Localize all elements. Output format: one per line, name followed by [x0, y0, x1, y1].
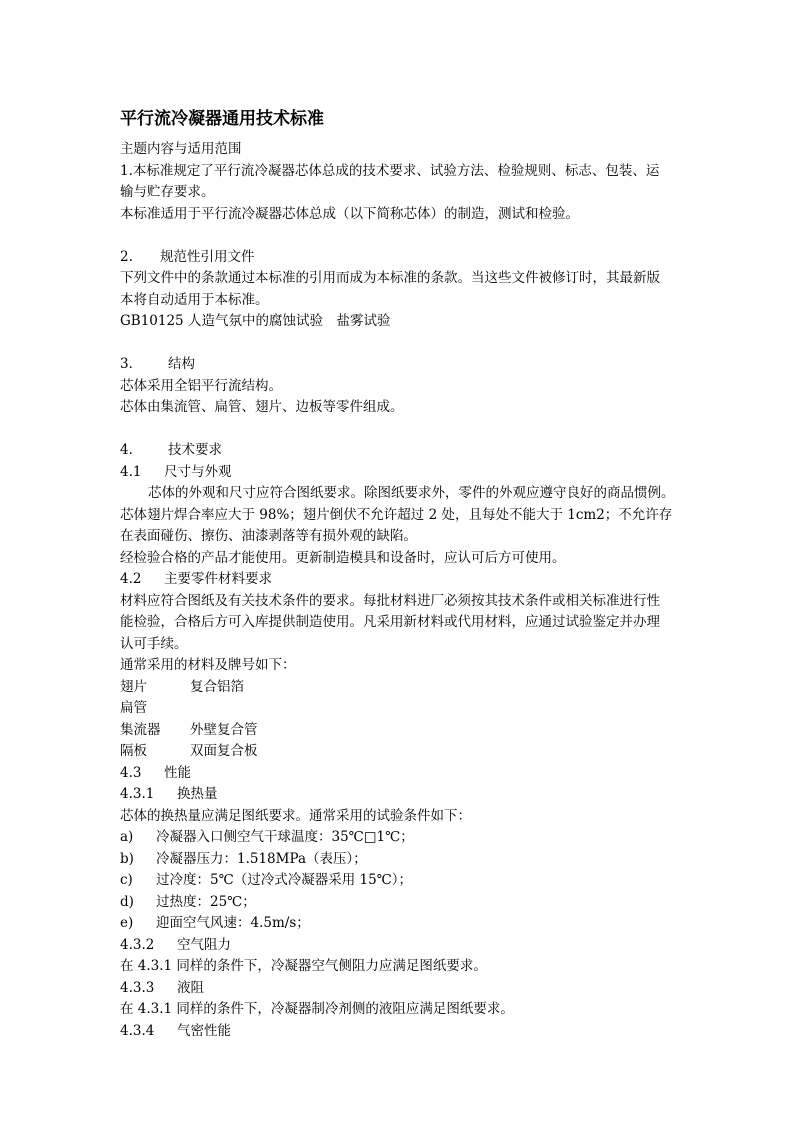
- paragraph: 1.本标准规定了平行流冷凝器芯体总成的技术要求、试验方法、检验规则、标志、包装、运: [120, 162, 660, 179]
- section-title: 空气阻力: [177, 936, 231, 953]
- paragraph: 芯体的外观和尺寸应符合图纸要求。除图纸要求外，零件的外观应遵守良好的商品惯例。: [148, 485, 675, 501]
- condition-label: b): [120, 850, 134, 867]
- section-1-heading: 主题内容与适用范围: [120, 141, 242, 157]
- section-number: 4.3: [120, 764, 142, 781]
- section-title: 尺寸与外观: [164, 463, 232, 480]
- condition-item: [120, 827, 700, 849]
- condition-label: a): [120, 829, 134, 845]
- condition-label: d): [120, 893, 134, 910]
- subsection-4-2-heading: [120, 569, 700, 591]
- paragraph: 认可手续。: [120, 635, 188, 652]
- section-title: 技术要求: [168, 442, 222, 458]
- paragraph: 在 4.3.1 同样的条件下，冷凝器制冷剂侧的液阻应满足图纸要求。: [120, 1001, 514, 1017]
- condition-item: [120, 849, 700, 871]
- paragraph: 芯体采用全铝平行流结构。: [120, 377, 282, 394]
- section-number: 4.2: [120, 571, 142, 587]
- material-name: 复合铝箔: [190, 678, 244, 695]
- condition-item: [120, 913, 700, 935]
- material-part: 翅片: [120, 678, 147, 695]
- condition-item: [120, 870, 700, 892]
- condition-text: 过热度：25℃；: [156, 893, 256, 910]
- condition-item: [120, 892, 700, 914]
- section-4-heading: [120, 440, 700, 462]
- subsection-4-3-2-heading: [120, 935, 700, 957]
- condition-text: 冷凝器压力：1.518MPa（表压）；: [156, 850, 367, 867]
- condition-label: c): [120, 872, 133, 888]
- section-title: 换热量: [177, 786, 218, 802]
- paragraph: 材料应符合图纸及有关技术条件的要求。每批材料进厂必须按其技术条件或相关标准进行性: [120, 592, 660, 609]
- material-row: [120, 698, 700, 720]
- material-part: 集流器: [120, 721, 161, 738]
- paragraph: 下列文件中的条款通过本标准的引用而成为本标准的条款。当这些文件被修订时，其最新版: [120, 270, 660, 286]
- reference-code: GB10125: [120, 313, 184, 329]
- subsection-4-1-heading: [120, 462, 700, 484]
- section-title: 结构: [168, 356, 195, 372]
- section-number: 3．: [120, 356, 143, 372]
- material-part: 隔板: [120, 743, 147, 759]
- section-title: 液阻: [177, 979, 204, 996]
- reference-title: 人造气氛中的腐蚀试验 盐雾试验: [187, 313, 391, 329]
- section-number: 4.3.1: [120, 786, 155, 802]
- material-row: [120, 741, 700, 763]
- condition-text: 冷凝器入口侧空气干球温度：35℃□1℃；: [156, 829, 414, 845]
- paragraph: 本标准适用于平行流冷凝器芯体总成（以下简称芯体）的制造，测试和检验。: [120, 205, 579, 222]
- section-title: 性能: [164, 764, 191, 781]
- document-body: [120, 139, 700, 1042]
- section-number: 2.: [120, 248, 133, 265]
- paragraph: 在表面碰伤、擦伤、油漆剥落等有损外观的缺陷。: [120, 528, 417, 544]
- paragraph: 芯体由集流管、扁管、翅片、边板等零件组成。: [120, 399, 404, 415]
- material-row: [120, 677, 700, 699]
- section-3-heading: [120, 354, 700, 376]
- condition-label: e): [120, 915, 134, 931]
- subsection-4-3-1-heading: [120, 784, 700, 806]
- section-title: 气密性能: [177, 1022, 231, 1039]
- material-row: [120, 720, 700, 742]
- section-number: 4.3.2: [120, 936, 155, 953]
- section-2-heading: [120, 247, 700, 269]
- paragraph: 能检验，合格后方可入库提供制造使用。凡采用新材料或代用材料，应通过试验鉴定并办理: [120, 614, 660, 630]
- condition-text: 迎面空气风速：4.5m/s；: [156, 915, 310, 931]
- section-number: 4.3.3: [120, 979, 155, 996]
- material-name: 双面复合板: [190, 743, 258, 759]
- condition-text: 过冷度：5℃（过冷式冷凝器采用 15℃）；: [156, 872, 413, 888]
- subsection-4-3-heading: [120, 763, 700, 785]
- subsection-4-3-4-heading: [120, 1021, 700, 1043]
- paragraph: 芯体翅片焊合率应大于 98%；翅片倒伏不允许超过 2 处，且每处不能大于 1cm2；不允许存: [120, 506, 673, 523]
- section-number: 4.3.4: [120, 1022, 155, 1039]
- section-number: 4．: [120, 442, 143, 458]
- paragraph: 在 4.3.1 同样的条件下，冷凝器空气侧阻力应满足图纸要求。: [120, 958, 487, 974]
- section-title: 规范性引用文件: [160, 248, 255, 265]
- section-number: 4.1: [120, 463, 142, 480]
- material-part: 扁管: [120, 700, 147, 716]
- paragraph: 经检验合格的产品才能使用。更新制造模具和设备时，应认可后方可使用。: [120, 549, 566, 566]
- paragraph: 通常采用的材料及牌号如下：: [120, 657, 296, 673]
- paragraph: 本将自动适用于本标准。: [120, 291, 269, 308]
- subsection-4-3-3-heading: [120, 978, 700, 1000]
- document-title: 平行流冷凝器通用技术标准: [120, 109, 324, 129]
- reference-entry: [120, 311, 700, 333]
- paragraph: 输与贮存要求。: [120, 184, 215, 200]
- paragraph: 芯体的换热量应满足图纸要求。通常采用的试验条件如下：: [120, 807, 471, 824]
- section-title: 主要零件材料要求: [164, 571, 272, 587]
- material-name: 外壁复合管: [190, 721, 258, 738]
